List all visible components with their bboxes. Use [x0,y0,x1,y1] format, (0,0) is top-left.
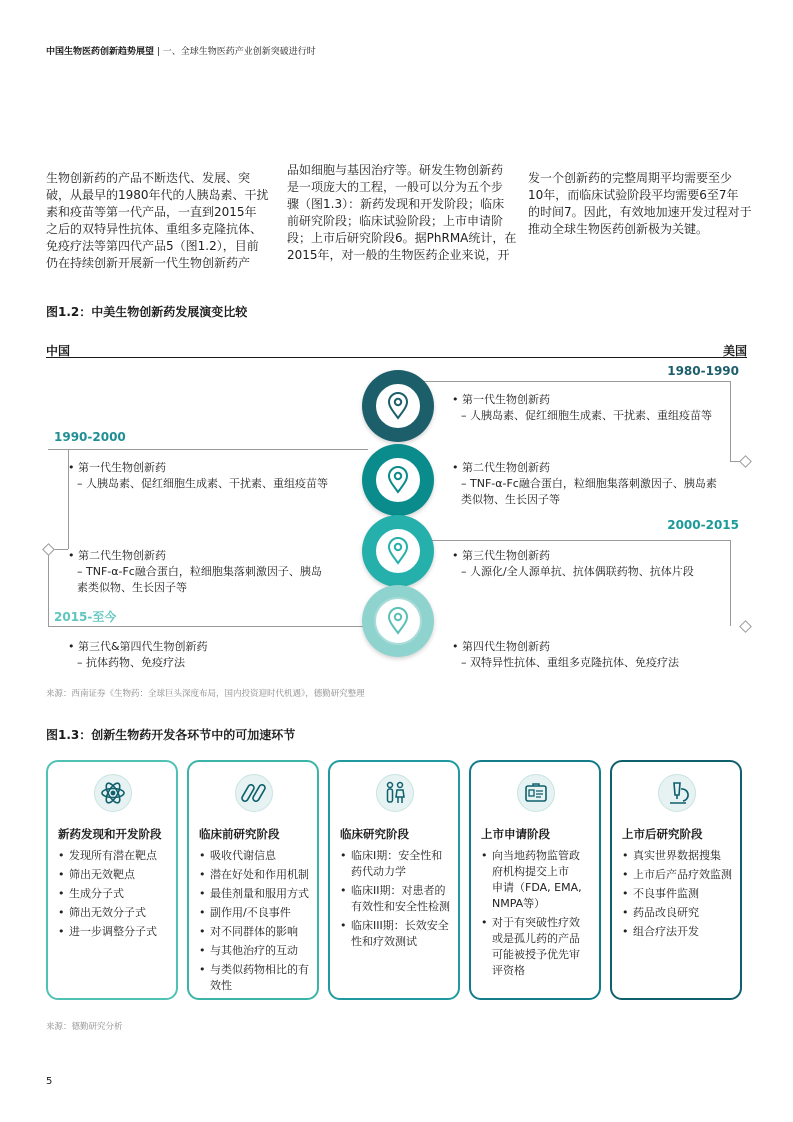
stage-item [58,867,157,883]
stage-item-line: • 进一步调整分子式 [69,925,157,938]
header-separator: | [156,47,163,57]
stage-item [199,848,309,864]
stage-item [199,962,309,994]
stage-card [469,760,601,1000]
generation-detail: 素类似物、生长因子等 [77,581,187,594]
generation-detail: 类似物、生长因子等 [461,493,560,506]
stage-item-line: • 向当地药物监管政 [492,849,580,862]
generation-item [68,548,322,596]
location-pin-icon [376,458,420,502]
generation-detail: – 人胰岛素、促红细胞生成素、干扰素、重组疫苗等 [77,477,328,490]
location-pin-icon [376,384,420,428]
stage-item [622,886,732,902]
page-number: 5 [46,1076,53,1087]
stage-card [187,760,319,1000]
stage-item [199,924,309,940]
generation-item [452,548,694,580]
period-us-1: 1980-1990 [667,364,739,378]
intro-line: 的时间7。因此，有效地加速开发过程对于 [528,205,752,219]
header-section: 一、全球生物医药产业创新突破进行时 [162,47,316,57]
intro-line: 2015年，对一般的生物医药企业来说，开 [287,248,510,262]
circle-inner [374,382,422,430]
stage-item-line: • 筛出无效分子式 [69,906,146,919]
stage-items [340,848,450,953]
stage-card [610,760,742,1000]
figure-1-2-source: 来源：西南证券《生物药：全球巨头深度布局，国内投资迎时代机遇》，德勤研究整理 [46,689,365,699]
generation-heading: • 第二代生物创新药 [68,549,166,562]
intro-line: 破，从最早的1980年代的人胰岛素、干扰 [46,188,269,202]
generation-item [452,639,679,671]
stage-item [199,867,309,883]
stage-item [58,905,157,921]
intro-line: 是一项庞大的工程，一般可以分为五个步 [287,180,504,194]
stage-item-line: NMPA等） [492,897,546,910]
period-cn-1: 1990-2000 [54,430,126,444]
people-icon [376,774,414,812]
generation-heading: • 第二代生物创新药 [452,461,550,474]
stage-item-line: • 潜在好处和作用机制 [210,868,309,881]
intro-line: 生物创新药的产品不断迭代、发展、突 [46,171,251,185]
stage-item [622,848,732,864]
test-tubes-icon [235,774,273,812]
stage-item-line: 药代动力学 [351,865,406,878]
generation-circle [362,585,434,657]
intro-line: 前研究阶段；临床试验阶段；上市申请阶 [287,214,504,228]
generation-heading: • 第三代&第四代生物创新药 [68,640,208,653]
stage-item [481,848,582,912]
stage-item-line: • 与类似药物相比的有 [210,963,309,976]
circle-inner [374,527,422,575]
stage-item-line: • 临床I期：安全性和 [351,849,443,862]
id-card-icon [517,774,555,812]
stage-item [340,918,450,950]
microscope-icon [658,774,696,812]
atom-icon-glyph [95,775,131,811]
stage-item-line: 效性 [210,979,232,992]
period-cn-2: 2015-至今 [54,610,117,624]
intro-line: 骤（图1.3）：新药发现和开发阶段；临床 [287,197,505,211]
stage-item-line: 府机构提交上市 [492,865,569,878]
stage-item-line: 性和疗效测试 [351,935,417,948]
generation-heading: • 第一代生物创新药 [452,393,550,406]
stage-items [58,848,157,943]
connector-line [48,626,368,627]
stage-item-line: • 对不同群体的影响 [210,925,298,938]
stage-item [199,943,309,959]
stage-item [199,905,309,921]
stage-title: 新药发现和开发阶段 [58,827,162,841]
connector-end-marker [42,543,55,556]
stage-card [328,760,460,1000]
intro-line: 发一个创新药的完整周期平均需要至少 [528,171,733,185]
stage-item-line: 或是孤儿药的产品 [492,932,580,945]
usa-label: 美国 [722,344,747,358]
intro-line: 推动全球生物医药创新极为关键。 [528,222,709,236]
intro-line: 10年，而临床试验阶段平均需要6至7年 [528,188,739,202]
intro-line: 素和疫苗等第一代产品，一直到2015年 [46,205,257,219]
stage-item-line: • 药品改良研究 [633,906,699,919]
people-icon-glyph [377,775,413,811]
stage-item-line: • 筛出无效靶点 [69,868,135,881]
stage-item [340,848,450,880]
generation-item [452,460,717,508]
stage-item [340,883,450,915]
stage-item [58,886,157,902]
intro-column-2 [287,162,516,264]
generation-item [68,639,208,671]
generation-detail: – 双特异性抗体、重组多克隆抗体、免疫疗法 [461,656,679,669]
stage-title: 上市后研究阶段 [622,827,703,841]
connector-line [424,381,730,382]
stage-item-line: • 组合疗法开发 [633,925,699,938]
generation-detail: – TNF-α-Fc融合蛋白，粒细胞集落刺激因子、胰岛 [77,565,322,578]
stage-item-line: • 与其他治疗的互动 [210,944,298,957]
generation-detail: – 人源化/全人源单抗、抗体偶联药物、抗体片段 [461,565,694,578]
generation-heading: • 第一代生物创新药 [68,461,166,474]
atom-icon [94,774,132,812]
connector-line [424,540,730,541]
location-pin-icon [376,599,420,643]
stage-item-line: • 生成分子式 [69,887,124,900]
intro-line: 品如细胞与基因治疗等。研发生物创新药 [287,163,504,177]
stage-item [58,924,157,940]
stage-item [199,886,309,902]
intro-line: 段；上市后研究阶段6。据PhRMA统计，在 [287,231,517,245]
intro-column-3 [528,170,752,238]
generation-detail: – 抗体药物、免疫疗法 [77,656,185,669]
stage-item [622,867,732,883]
stage-item-line: • 临床II期：对患者的 [351,884,446,897]
stage-title: 临床前研究阶段 [199,827,280,841]
header-title: 中国生物医药创新趋势展望 [46,47,155,57]
header-rule [46,357,747,358]
generation-detail: – 人胰岛素、促红细胞生成素、干扰素、重组疫苗等 [461,409,712,422]
stage-item-line: • 最佳剂量和服用方式 [210,887,309,900]
intro-line: 仍在持续创新开展新一代生物创新药产 [46,256,251,270]
generation-circle [362,370,434,442]
figure-1-3-source: 来源：德勤研究分析 [46,1022,123,1032]
stage-item [622,905,732,921]
generation-heading: • 第三代生物创新药 [452,549,550,562]
stage-item-line: • 上市后产品疗效监测 [633,868,732,881]
stage-item-line: • 不良事件监测 [633,887,699,900]
generation-detail: – TNF-α-Fc融合蛋白，粒细胞集落刺激因子、胰岛素 [461,477,717,490]
circle-inner [374,597,422,645]
connector-end-marker [739,455,752,468]
connector-end-marker [739,620,752,633]
intro-line: 之后的双特异性抗体、重组多克隆抗体、 [46,222,263,236]
connector-line [730,540,731,626]
microscope-icon-glyph [659,775,695,811]
connector-line [730,381,731,461]
stage-item-line: 评资格 [492,964,525,977]
figure-1-2-title: 图1.2：中美生物创新药发展演变比较 [46,305,248,319]
location-pin-icon [376,529,420,573]
stage-title: 临床研究阶段 [340,827,409,841]
generation-heading: • 第四代生物创新药 [452,640,550,653]
stage-item [481,915,582,979]
stage-item [58,848,157,864]
stage-item-line: 有效性和安全性检测 [351,900,450,913]
period-us-2: 2000-2015 [667,518,739,532]
connector-line [48,449,368,450]
connector-line [48,549,49,626]
id-card-icon-glyph [518,775,554,811]
stage-item-line: • 副作用/不良事件 [210,906,291,919]
stage-item-line: • 发现所有潜在靶点 [69,849,157,862]
circle-inner [374,456,422,504]
generation-item [452,392,712,424]
stage-items [481,848,582,982]
stage-card [46,760,178,1000]
stage-item-line: • 真实世界数据搜集 [633,849,721,862]
figure-1-3-title: 图1.3：创新生物药开发各环节中的可加速环节 [46,728,296,742]
stage-item [622,924,732,940]
china-label: 中国 [46,344,71,358]
generation-circle [362,515,434,587]
stage-item-line: • 对于有突破性疗效 [492,916,580,929]
stage-item-line: • 吸收代谢信息 [210,849,276,862]
running-header [46,44,316,57]
test-tubes-icon-glyph [236,775,272,811]
stage-item-line: 申请（FDA, EMA, [492,881,582,894]
generation-item [68,460,328,492]
stage-items [622,848,732,943]
stage-item-line: 可能被授予优先审 [492,948,580,961]
stage-title: 上市申请阶段 [481,827,550,841]
intro-line: 免疫疗法等第四代产品5（图1.2），目前 [46,239,259,253]
intro-column-1 [46,170,269,272]
stage-item-line: • 临床III期：长效安全 [351,919,449,932]
generation-circle [362,444,434,516]
stage-items [199,848,309,997]
